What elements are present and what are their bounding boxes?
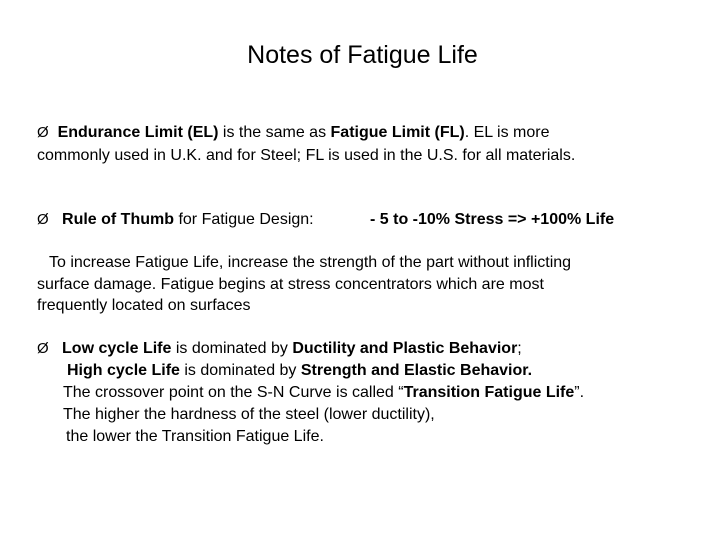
p2-text-1: for Fatigue Design: xyxy=(174,211,314,228)
transition-fatigue-life-term: Transition Fatigue Life xyxy=(403,384,575,401)
arrow-bullet-icon: Ø xyxy=(37,211,49,228)
p4-text-5: ”. xyxy=(574,384,585,401)
paragraph-3-line-2: surface damage. Fatigue begins at stress concentrators which are most xyxy=(37,276,544,293)
paragraph-1-line-2: commonly used in U.K. and for Steel; FL is used in the U.S. for all materials. xyxy=(37,147,576,164)
p4-text-2: ; xyxy=(517,340,522,357)
high-cycle-life-term: High cycle Life xyxy=(67,362,180,379)
paragraph-3-line-1: To increase Fatigue Life, increase the strength of the part without inflicting xyxy=(49,254,572,271)
paragraph-4-line-2 xyxy=(67,361,532,381)
stress-life-rule xyxy=(370,210,614,230)
p1-text-2: . EL is more xyxy=(464,124,550,141)
p1-text-1: is the same as xyxy=(218,124,331,141)
ductility-plastic-term: Ductility and Plastic Behavior xyxy=(292,340,518,357)
p4-text-1: is dominated by xyxy=(171,340,293,357)
p4-text-4: The crossover point on the S-N Curve is called “ xyxy=(63,384,404,401)
rule-of-thumb-term: Rule of Thumb xyxy=(62,211,174,228)
endurance-limit-term: Endurance Limit (EL) xyxy=(57,124,219,141)
p4-text-3: is dominated by xyxy=(179,362,301,379)
slide-title: Notes of Fatigue Life xyxy=(247,41,478,69)
paragraph-4-line-5: the lower the Transition Fatigue Life. xyxy=(66,428,324,445)
paragraph-4-line-1 xyxy=(37,339,522,359)
low-cycle-life-term: Low cycle Life xyxy=(62,340,172,357)
fatigue-limit-term: Fatigue Limit (FL) xyxy=(330,124,465,141)
stress-life-rule-text: - 5 to -10% Stress => +100% Life xyxy=(370,211,615,228)
arrow-bullet-icon: Ø xyxy=(37,124,49,141)
paragraph-3-line-3: frequently located on surfaces xyxy=(37,297,251,314)
paragraph-4-line-4: The higher the hardness of the steel (lower ductility), xyxy=(63,406,435,423)
paragraph-1-line-1 xyxy=(37,123,549,143)
strength-elastic-term: Strength and Elastic Behavior. xyxy=(300,362,533,379)
paragraph-2-line-1 xyxy=(37,210,314,230)
arrow-bullet-icon: Ø xyxy=(37,340,49,357)
paragraph-4-line-3 xyxy=(63,383,584,403)
